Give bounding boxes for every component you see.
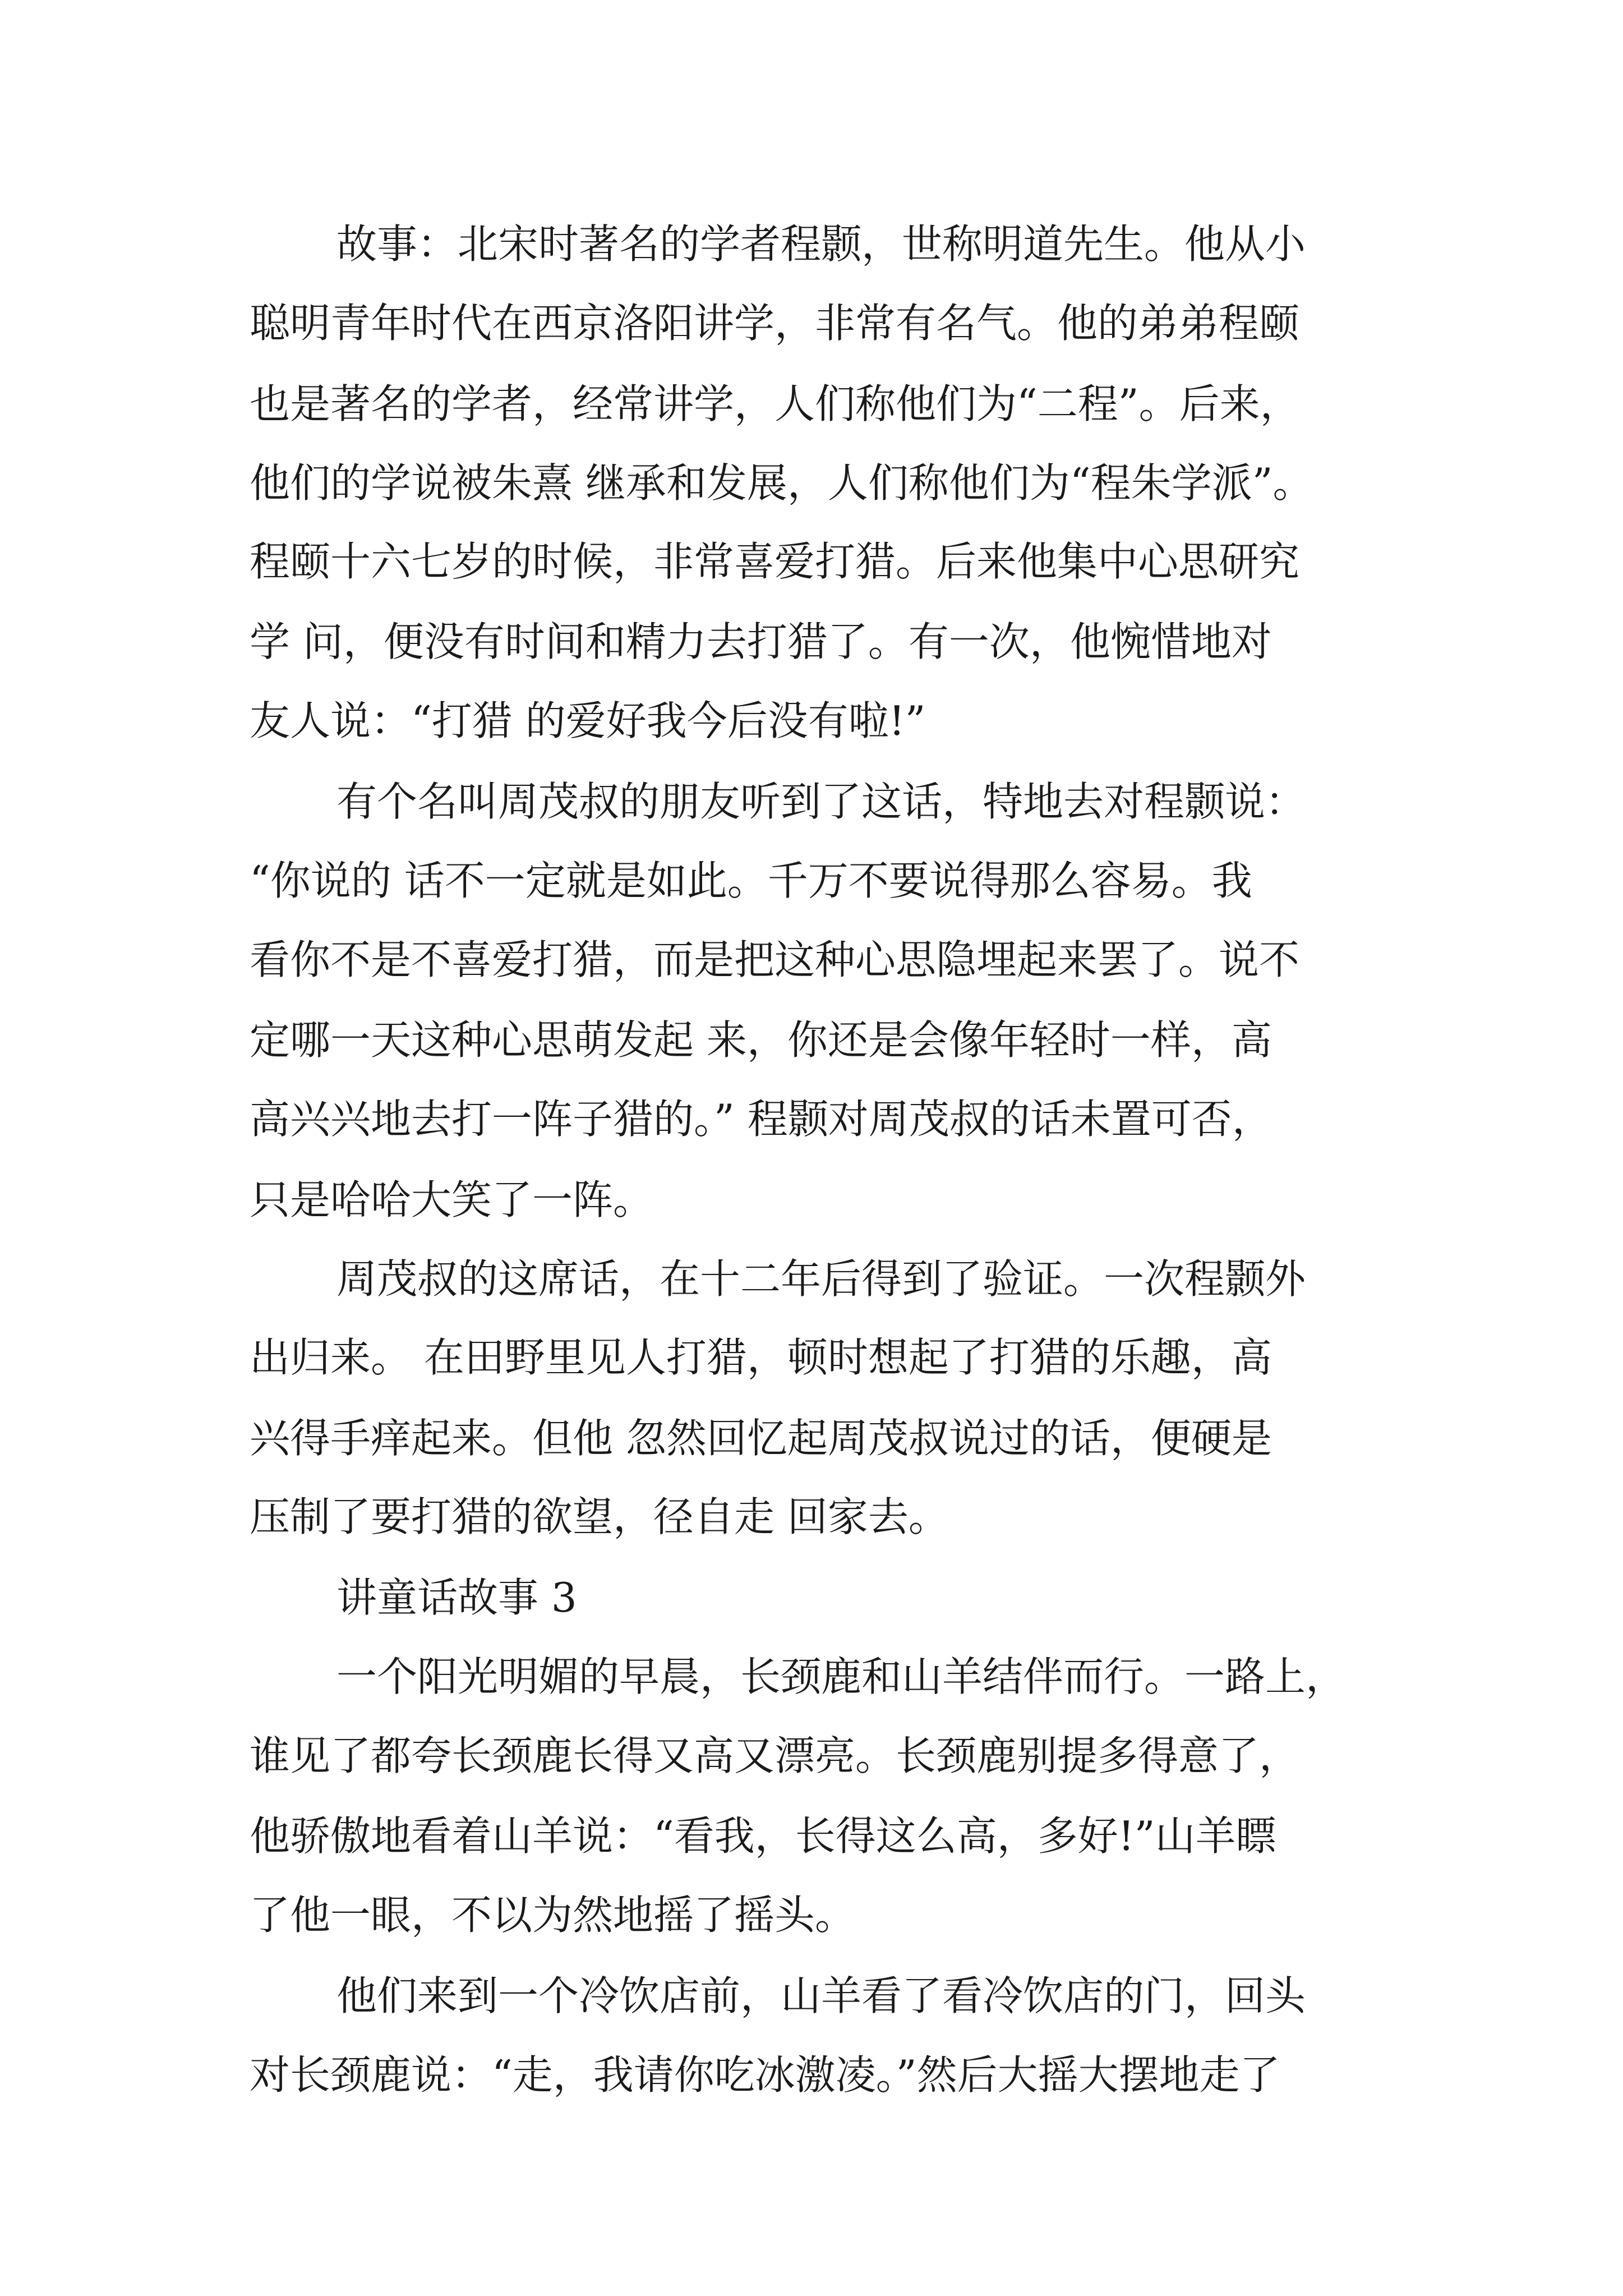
text-line: 学 问，便没有时间和精力去打猎了。有一次，他惋惜地对 bbox=[250, 618, 1272, 665]
text-line: 友人说：“打猎 的爱好我今后没有啦!” bbox=[250, 697, 926, 744]
text-line: 兴得手痒起来。但他 忽然回忆起周茂叔说过的话，便硬是 bbox=[250, 1415, 1272, 1462]
text-line: 讲童话故事 3 bbox=[336, 1574, 577, 1621]
text-line: “你说的 话不一定就是如此。千万不要说得那么容易。我 bbox=[250, 857, 1252, 904]
text-line: 有个名叫周茂叔的朋友听到了这话，特地去对程颢说： bbox=[336, 778, 1306, 825]
text-line: 定哪一天这种心思萌发起 来，你还是会像年轻时一样，高 bbox=[250, 1016, 1272, 1064]
text-line: 他们来到一个冷饮店前，山羊看了看冷饮店的门，回头 bbox=[336, 1972, 1306, 2019]
text-line: 只是哈哈大笑了一阵。 bbox=[250, 1176, 654, 1223]
text-line: 出归来。 在田野里见人打猎，顿时想起了打猎的乐趣，高 bbox=[250, 1334, 1272, 1381]
text-line: 对长颈鹿说：“走，我请你吃冰激凌。”然后大摇大摆地走了 bbox=[250, 2051, 1280, 2099]
text-line: 看你不是不喜爱打猎，而是把这种心思隐埋起来罢了。说不 bbox=[250, 936, 1300, 983]
text-line: 故事：北宋时著名的学者程颢，世称明道先生。他从小 bbox=[336, 220, 1306, 268]
text-line: 高兴兴地去打一阵子猎的。” 程颢对周茂叔的话未置可否， bbox=[250, 1096, 1272, 1143]
text-line: 谁见了都夸长颈鹿长得又高又漂亮。长颈鹿别提多得意了， bbox=[250, 1732, 1300, 1779]
text-line: 也是著名的学者，经常讲学，人们称他们为“二程”。后来， bbox=[250, 380, 1301, 427]
text-line: 聪明青年时代在西京洛阳讲学，非常有名气。他的弟弟程颐 bbox=[250, 300, 1300, 347]
text-line: 一个阳光明媚的早晨，长颈鹿和山羊结伴而行。一路上， bbox=[336, 1653, 1347, 1700]
text-line: 了他一眼，不以为然地摇了摇头。 bbox=[250, 1892, 856, 1939]
text-line: 周茂叔的这席话，在十二年后得到了验证。一次程颢外 bbox=[336, 1255, 1306, 1303]
text-line: 他骄傲地看着山羊说：“看我，长得这么高，多好!”山羊瞟 bbox=[250, 1812, 1276, 1860]
text-line: 程颐十六七岁的时候，非常喜爱打猎。后来他集中心思研究 bbox=[250, 538, 1300, 585]
text-line: 他们的学说被朱熹 继承和发展，人们称他们为“程朱学派”。 bbox=[250, 459, 1313, 507]
text-line: 压制了要打猎的欲望，径自走 回家去。 bbox=[250, 1493, 949, 1540]
